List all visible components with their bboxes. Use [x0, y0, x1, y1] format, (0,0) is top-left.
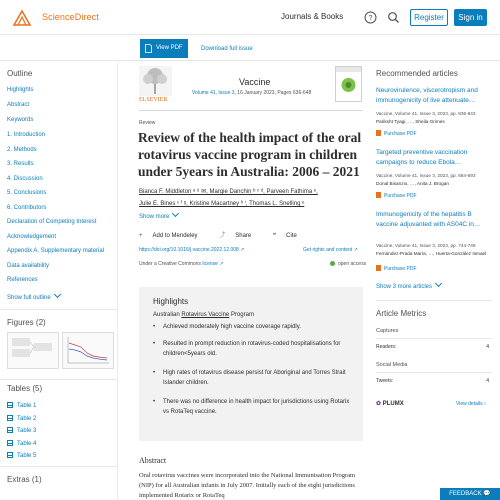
tweets-count: 4: [486, 378, 489, 384]
doi-link[interactable]: https://doi.org/10.1016/j.vaccine.2022.12.008 ↗: [139, 247, 245, 253]
recommended-article-title[interactable]: Targeted preventive vaccination campaigns to reduce Ebola…: [376, 149, 468, 166]
table-icon: [7, 440, 13, 446]
tweets-label: Tweets:: [376, 378, 394, 384]
cite-button[interactable]: [273, 233, 307, 239]
pdf-toolbar: [0, 36, 500, 61]
sciencedirect-logo[interactable]: ScienceDirect: [42, 12, 99, 22]
outline-item-appendix[interactable]: Appendix A. Supplementary material: [7, 248, 105, 254]
extras-title: Extras (1): [7, 475, 42, 484]
show-more-label: Show more: [139, 214, 170, 220]
outline-item-discussion[interactable]: 4. Discussion: [7, 176, 43, 182]
recommended-article-meta: [376, 110, 490, 125]
add-mendeley-label: Add to Mendeley: [152, 233, 198, 239]
feedback-button[interactable]: FEEDBACK 💬: [440, 488, 500, 500]
purchase-pdf-link[interactable]: [376, 265, 417, 272]
article-citation: Vaccine, Volume 41, Issue 3, 2023, pp. 684-693: [376, 173, 476, 178]
article-metrics-title: Article Metrics: [376, 309, 427, 318]
bullet-icon: •: [153, 341, 156, 347]
article-authors: Fernández-Prada María, …, Huerta-González Ismael: [376, 250, 487, 256]
table-icon: [7, 415, 13, 421]
license-link[interactable]: license ↗: [202, 261, 224, 267]
outline-item-contributors[interactable]: 6. Contributors: [7, 205, 47, 211]
top-header: [0, 0, 500, 35]
table-label: Table 2: [17, 416, 37, 422]
bullet-icon: •: [153, 370, 156, 376]
outline-item-methods[interactable]: 2. Methods: [7, 147, 37, 153]
view-details-link[interactable]: View details ›: [456, 401, 486, 407]
figure-1-preview-icon: [8, 333, 58, 368]
metrics-divider: [376, 372, 492, 373]
table-label: Table 3: [17, 428, 37, 434]
open-access-label: open access: [338, 261, 367, 267]
pdf-icon: [376, 265, 381, 271]
bullet-icon: •: [153, 324, 156, 330]
table-icon: [7, 452, 13, 458]
journals-books-link[interactable]: Journals & Books: [281, 12, 344, 21]
figure-2-preview-icon: [63, 333, 113, 368]
table-icon: [7, 402, 13, 408]
add-mendeley-button[interactable]: [139, 233, 208, 239]
article-header-divider: [139, 110, 363, 111]
author-line[interactable]: Bianca F. Middleton ᵃ ⁸ ✉, Margie Danchin ᵇ ᶜ ᵈ, Parveen Fathima ᵉ,: [139, 189, 318, 195]
recommended-article-meta: [376, 172, 490, 187]
table-label: Table 1: [17, 403, 37, 409]
outline-divider: [0, 379, 117, 380]
figure-thumbnail[interactable]: [62, 332, 114, 369]
readers-label: Readers:: [376, 344, 397, 350]
outline-divider: [0, 309, 117, 310]
outline-item-conclusions[interactable]: 5. Conclusions: [7, 190, 47, 196]
highlight-text: Achieved moderately high vaccine coverage rapidly.: [163, 324, 301, 330]
cite-label: Cite: [286, 233, 297, 239]
highlight-text: There was no difference in health impact for jurisdictions using Rotarix vs RotaTeq vaccine.: [163, 399, 350, 415]
abstract-text: Oral rotavirus vaccines were incorporated into the National Immunisation Program (NIP) for all Australian infants in July 2007. Initially each of the eight jurisdictions implemented Rotarix or RotaTeq: [139, 472, 356, 499]
download-full-issue-link[interactable]: Download full issue: [201, 46, 253, 52]
intro-prefix: Australian: [153, 312, 182, 318]
share-button[interactable]: [219, 233, 261, 239]
plumx-logo[interactable]: [376, 400, 404, 407]
rights-link[interactable]: Get rights and content ↗: [303, 247, 358, 253]
purchase-pdf-label: Purchase PDF: [384, 266, 417, 272]
highlights-title: Highlights: [153, 297, 189, 306]
show-more-articles-button[interactable]: [376, 283, 441, 290]
outline-item-references[interactable]: References: [7, 277, 38, 283]
table-link-3[interactable]: [7, 427, 36, 434]
table-label: Table 5: [17, 453, 37, 459]
table-icon: [7, 427, 13, 433]
sign-in-button[interactable]: Sign in: [454, 9, 487, 26]
plus-icon: +: [139, 233, 143, 239]
table-link-4[interactable]: [7, 440, 36, 447]
readers-count: 4: [486, 344, 489, 350]
elsevier-wordmark: ELSEVIER: [139, 97, 168, 103]
chevron-down-icon: [54, 291, 61, 298]
social-media-label: Social Media: [376, 362, 408, 368]
share-label: Share: [235, 233, 252, 239]
tweets-metric: [376, 378, 489, 384]
chevron-down-icon: [172, 210, 179, 217]
pdf-icon: [376, 192, 381, 198]
highlight-item: [153, 368, 353, 388]
outline-item-introduction[interactable]: 1. Introduction: [7, 132, 46, 138]
bullet-icon: •: [153, 399, 156, 405]
article-title: Review of the health impact of the oral rotavirus vaccine program in children under 5years in Australia: 2006 – 2021: [138, 130, 362, 179]
highlights-box: [139, 287, 363, 441]
show-full-outline-button[interactable]: [7, 294, 60, 301]
view-pdf-button[interactable]: View PDF: [140, 39, 188, 58]
purchase-pdf-label: Purchase PDF: [384, 131, 417, 137]
author-line[interactable]: Julie E. Bines ᶜ ᶠ ᵍ, Kristine Macartney ʰ ⁱ, Thomas L. Snelling ᵉ: [139, 201, 305, 207]
abstract-title: Abstract: [139, 456, 167, 465]
tables-title: Tables (5): [7, 384, 43, 393]
plumx-label: PLUMX: [382, 401, 404, 407]
figure-thumbnail[interactable]: [7, 332, 59, 369]
show-more-authors-button[interactable]: [139, 213, 178, 220]
article-citation: Vaccine, Volume 41, Issue 3, 2023, pp. 744-749: [376, 243, 476, 248]
outline-item-highlights[interactable]: Highlights: [7, 87, 34, 93]
outline-item-acknowledgement[interactable]: Acknowledgement: [7, 234, 57, 240]
volume-pages: , 16 January 2023, Pages 636-648: [234, 90, 312, 96]
journal-cover-image[interactable]: [335, 66, 362, 102]
recommended-article-title[interactable]: Neurovirulence, viscerotropism and immunogenicity of live attenuate…: [376, 87, 478, 104]
outline-item-declaration[interactable]: Declaration of Competing Interest: [7, 219, 97, 225]
plumx-icon: ✿: [376, 401, 382, 407]
purchase-pdf-link[interactable]: [376, 130, 417, 137]
recommended-title: Recommended articles: [376, 69, 458, 78]
virus-cover-icon: [336, 67, 361, 101]
share-icon: ⤴: [219, 233, 226, 239]
pdf-file-icon: [145, 44, 152, 53]
intro-suffix: Program: [229, 312, 254, 318]
elsevier-logo-icon[interactable]: [12, 9, 32, 26]
highlight-item: [153, 339, 353, 359]
outline-title: Outline: [7, 69, 33, 78]
figures-title: Figures (2): [7, 318, 46, 327]
journal-volume-info: [192, 90, 311, 96]
sidebar-divider: [376, 300, 492, 301]
show-full-outline-label: Show full outline: [7, 295, 51, 301]
license-line: [139, 261, 224, 267]
help-icon[interactable]: [364, 11, 377, 24]
highlights-intro: [153, 312, 254, 318]
highlight-item: [153, 322, 353, 332]
purchase-pdf-label: Purchase PDF: [384, 193, 417, 199]
pdf-icon: [376, 130, 381, 136]
article-authors: Donal Bisanzio, …, Anita J. Brogan: [376, 180, 449, 186]
table-label: Table 4: [17, 441, 37, 447]
show-more-articles-label: Show 3 more articles: [376, 284, 433, 290]
captures-label: Captures: [376, 328, 399, 334]
journal-title-link[interactable]: Vaccine: [239, 77, 271, 87]
article-authors: Pariksht Tyagi, …, Sheila Grimes: [376, 118, 445, 124]
outline-divider: [0, 466, 117, 467]
purchase-pdf-link[interactable]: [376, 192, 417, 199]
open-access-badge: [330, 261, 366, 267]
right-sidebar: [376, 62, 500, 500]
readers-metric: [376, 344, 489, 350]
outline-item-results[interactable]: 3. Results: [7, 161, 34, 167]
open-access-icon: [330, 261, 335, 266]
table-link-1[interactable]: [7, 402, 36, 409]
author-list: [139, 186, 364, 210]
license-text: Under a Creative Commons: [139, 261, 203, 267]
register-button[interactable]: Register: [410, 9, 448, 26]
article-type: Review: [139, 120, 156, 126]
outline-item-data-availability[interactable]: Data availability: [7, 263, 50, 269]
rotavirus-vaccine-link[interactable]: Rotavirus Vaccine: [181, 312, 230, 318]
search-icon[interactable]: [387, 11, 400, 24]
table-link-5[interactable]: [7, 452, 36, 459]
table-link-2[interactable]: [7, 415, 36, 422]
highlight-text: High rates of rotavirus disease persist for Aboriginal and Torres Strait Islander children.: [163, 370, 346, 386]
article-actions: [139, 230, 317, 239]
recommended-article-title[interactable]: Immunogenicity of the hepatitis B vaccine adjuvanted with AS04C in…: [376, 211, 481, 228]
article-citation: Vaccine, Volume 41, Issue 3, 2023, pp. 836-843: [376, 111, 476, 116]
outline-item-keywords[interactable]: Keywords: [7, 117, 34, 123]
highlight-text: Resulted in prompt reduction in rotavirus-coded hospitalisations for children<5years old.: [163, 341, 341, 357]
metrics-divider: [376, 338, 492, 339]
svg-text:?: ?: [368, 15, 373, 22]
highlight-item: [153, 397, 353, 417]
outline-sidebar: [0, 62, 118, 500]
chevron-down-icon: [435, 280, 442, 287]
volume-link[interactable]: Volume 41, Issue 3: [192, 90, 235, 96]
outline-item-abstract[interactable]: Abstract: [7, 102, 30, 108]
quote-icon: ❝: [272, 233, 277, 239]
recommended-article-meta: [376, 242, 490, 257]
